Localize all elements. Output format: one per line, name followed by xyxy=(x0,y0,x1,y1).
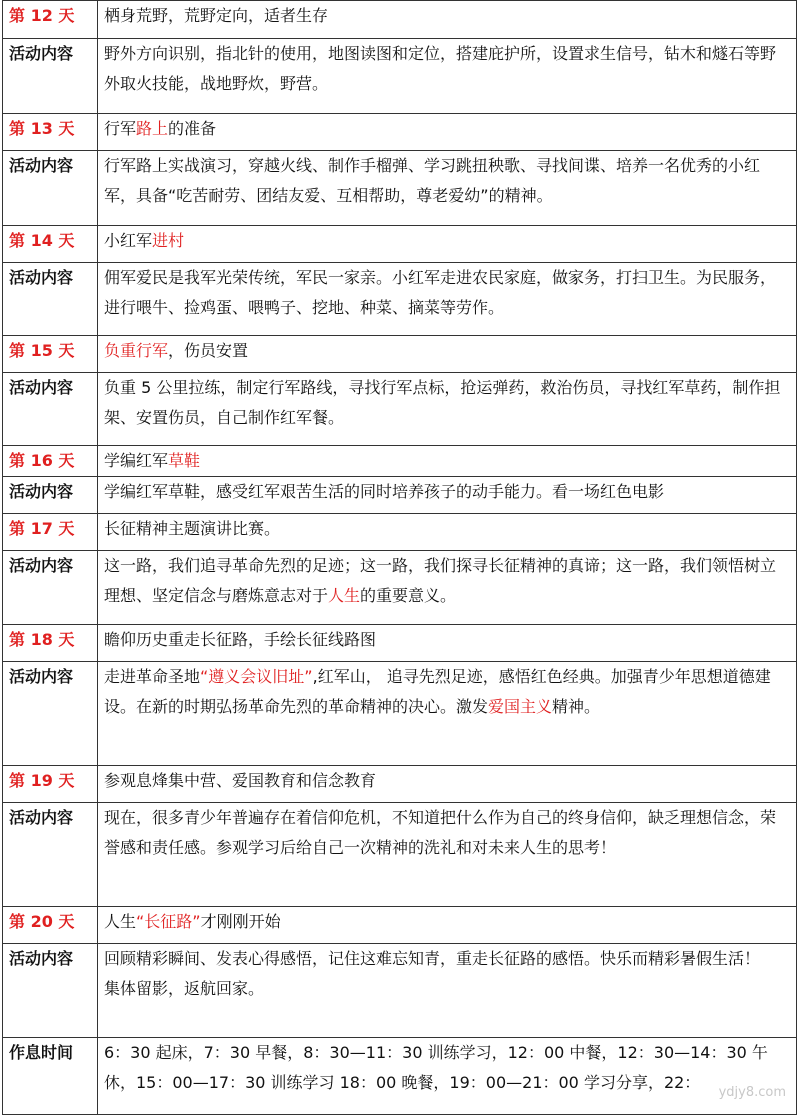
activity-content-label: 活动内容 xyxy=(3,803,98,907)
daily-schedule-row xyxy=(3,1038,797,1115)
text-run: 回顾精彩瞬间、发表心得感悟，记住这难忘知青，重走长征路的感悟。快乐而精彩暑假生活！ 集体留影，返航回家。 xyxy=(104,949,761,998)
activity-content xyxy=(98,151,797,226)
activity-content-label: 活动内容 xyxy=(3,39,98,114)
activity-row xyxy=(3,151,797,226)
text-run: 才刚刚开始 xyxy=(200,912,281,931)
activity-content xyxy=(98,803,797,907)
text-run: 现在，很多青少年普遍存在着信仰危机，不知道把什么作为自己的终身信仰，缺乏理想信念，荣誉感和责任感。参观学习后给自己一次精神的洗礼和对未来人生的思考！ xyxy=(104,808,777,857)
day-title-row xyxy=(3,114,797,151)
day-label: 第 16 天 xyxy=(3,446,98,477)
highlighted-text: 路上 xyxy=(136,119,169,138)
day-label: 第 17 天 xyxy=(3,514,98,551)
activity-content-label: 活动内容 xyxy=(3,151,98,226)
day-title-row xyxy=(3,625,797,662)
activity-row xyxy=(3,39,797,114)
highlighted-text: “遵义会议旧址” xyxy=(200,667,313,686)
activity-content xyxy=(98,39,797,114)
text-run: 的重要意义。 xyxy=(360,586,457,605)
day-title xyxy=(98,336,797,373)
activity-content-label: 活动内容 xyxy=(3,477,98,514)
text-run: 学编红军草鞋，感受红军艰苦生活的同时培养孩子的动手能力。看一场红色电影 xyxy=(104,482,665,501)
activity-content-label: 活动内容 xyxy=(3,263,98,336)
highlighted-text: 进村 xyxy=(152,231,185,250)
text-run: 的准备 xyxy=(168,119,217,138)
day-title xyxy=(98,446,797,477)
day-title-row xyxy=(3,766,797,803)
highlighted-text: “长征路” xyxy=(136,912,201,931)
highlighted-text: 负重行军 xyxy=(104,341,169,360)
day-label: 第 15 天 xyxy=(3,336,98,373)
text-run: 人生 xyxy=(104,912,137,931)
schedule-label: 作息时间 xyxy=(3,1038,98,1115)
schedule-body xyxy=(3,1,797,1115)
text-run: 参观息烽集中营、爱国教育和信念教育 xyxy=(104,771,377,790)
text-run: ,红军山， 追寻先烈足迹，感悟红色经典。加强青少年思想道德建设。在新的时期弘扬革命先烈的革命精神的决心。激发 xyxy=(104,667,771,716)
activity-content xyxy=(98,944,797,1038)
text-run: 行军 xyxy=(104,119,137,138)
activity-content-label: 活动内容 xyxy=(3,662,98,766)
text-run: 行军路上实战演习，穿越火线、制作手榴弹、学习跳扭秧歌、寻找间谍、培养一名优秀的小红军，具备“吃苦耐劳、团结友爱、互相帮助，尊老爱幼”的精神。 xyxy=(104,156,761,205)
activity-row xyxy=(3,803,797,907)
activity-row xyxy=(3,373,797,446)
day-title xyxy=(98,625,797,662)
text-run: 瞻仰历史重走长征路，手绘长征线路图 xyxy=(104,630,377,649)
day-title-row xyxy=(3,907,797,944)
day-title-row xyxy=(3,336,797,373)
highlighted-text: 人生 xyxy=(328,586,361,605)
text-run: 学编红军 xyxy=(104,451,169,470)
schedule-text: 6：30 起床，7：30 早餐，8：30—11：30 训练学习，12：00 中餐，12：30—14：30 午休，15：00—17：30 训练学习 18：00 晚餐，19：00—21：00 学习分享，22： xyxy=(98,1038,797,1115)
day-title xyxy=(98,514,797,551)
activity-row xyxy=(3,944,797,1038)
text-run: 小红军 xyxy=(104,231,153,250)
day-label: 第 13 天 xyxy=(3,114,98,151)
activity-content xyxy=(98,477,797,514)
text-run: 栖身荒野，荒野定向，适者生存 xyxy=(104,6,329,25)
day-label: 第 19 天 xyxy=(3,766,98,803)
day-title xyxy=(98,226,797,263)
text-run: 这一路，我们追寻革命先烈的足迹；这一路，我们探寻长征精神的真谛；这一路，我们领悟树立理想、坚定信念与磨炼意志对于 xyxy=(104,556,777,605)
camp-schedule-table xyxy=(2,0,797,1115)
activity-content-label: 活动内容 xyxy=(3,551,98,625)
day-title xyxy=(98,766,797,803)
highlighted-text: 爱国主义 xyxy=(488,697,553,716)
activity-row xyxy=(3,662,797,766)
day-title xyxy=(98,114,797,151)
activity-content xyxy=(98,373,797,446)
day-title xyxy=(98,907,797,944)
day-title-row xyxy=(3,514,797,551)
highlighted-text: 草鞋 xyxy=(168,451,201,470)
activity-content xyxy=(98,551,797,625)
day-label: 第 20 天 xyxy=(3,907,98,944)
activity-row xyxy=(3,551,797,625)
text-run: 长征精神主题演讲比赛。 xyxy=(104,519,281,538)
day-label: 第 18 天 xyxy=(3,625,98,662)
text-run: 野外方向识别，指北针的使用，地图读图和定位，搭建庇护所，设置求生信号，钻木和燧石等野外取火技能，战地野炊，野营。 xyxy=(104,44,777,93)
day-title-row xyxy=(3,1,797,39)
text-run: ，伤员安置 xyxy=(168,341,249,360)
activity-row xyxy=(3,477,797,514)
day-title-row xyxy=(3,446,797,477)
text-run: 走进革命圣地 xyxy=(104,667,201,686)
site-watermark: ydjy8.com xyxy=(718,1085,786,1100)
activity-content xyxy=(98,263,797,336)
text-run: 负重 5 公里拉练，制定行军路线，寻找行军点标，抢运弹药，救治伤员，寻找红军草药，制作担架、安置伤员，自己制作红军餐。 xyxy=(104,378,781,427)
activity-row xyxy=(3,263,797,336)
day-title-row xyxy=(3,226,797,263)
text-run: 精神。 xyxy=(552,697,601,716)
day-label: 第 14 天 xyxy=(3,226,98,263)
day-label: 第 12 天 xyxy=(3,1,98,39)
day-title xyxy=(98,1,797,39)
activity-content-label: 活动内容 xyxy=(3,373,98,446)
activity-content-label: 活动内容 xyxy=(3,944,98,1038)
text-run: 佣军爱民是我军光荣传统，军民一家亲。小红军走进农民家庭，做家务，打扫卫生。为民服务，进行喂牛、捡鸡蛋、喂鸭子、挖地、种菜、摘菜等劳作。 xyxy=(104,268,777,317)
activity-content xyxy=(98,662,797,766)
